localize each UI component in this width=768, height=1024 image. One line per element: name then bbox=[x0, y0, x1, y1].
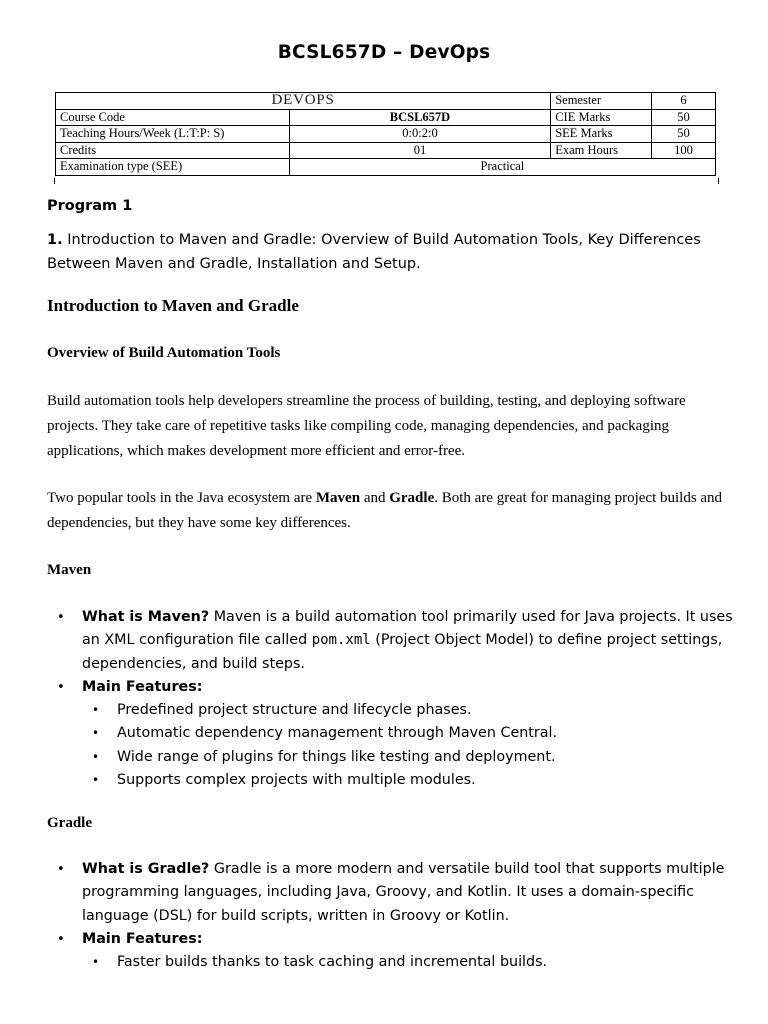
cie-marks-label: CIE Marks bbox=[551, 109, 652, 126]
exam-type-label: Examination type (SEE) bbox=[56, 159, 290, 176]
program-intro-text: Introduction to Maven and Gradle: Overview of Build Automation Tools, Key Differences Between Maven and Gradle, Installation and Setup. bbox=[47, 232, 701, 272]
pom-xml-code: pom.xml bbox=[311, 632, 371, 649]
gradle-bold: Gradle bbox=[389, 490, 435, 506]
program-heading: Program 1 bbox=[47, 198, 133, 214]
see-marks-value: 50 bbox=[652, 126, 716, 143]
table-row bbox=[56, 126, 716, 143]
credits-value: 01 bbox=[289, 142, 550, 159]
table-row bbox=[56, 109, 716, 126]
list-item bbox=[47, 676, 737, 792]
teaching-hours-value: 0:0:2:0 bbox=[289, 126, 550, 143]
section-heading: Introduction to Maven and Gradle bbox=[47, 296, 299, 315]
list-item: • Wide range of plugins for things like testing and deployment. bbox=[82, 746, 737, 769]
cie-marks-value: 50 bbox=[652, 109, 716, 126]
table-row bbox=[56, 142, 716, 159]
course-info-table bbox=[55, 92, 716, 176]
maven-bold: Maven bbox=[315, 490, 361, 506]
list-item: • Supports complex projects with multiple modules. bbox=[82, 769, 737, 792]
gradle-list bbox=[47, 858, 737, 974]
course-code-label: Course Code bbox=[56, 109, 290, 126]
section-subheading: Overview of Build Automation Tools bbox=[47, 345, 281, 361]
table-cutoff-edge bbox=[54, 178, 719, 184]
teaching-hours-label: Teaching Hours/Week (L:T:P: S) bbox=[56, 126, 290, 143]
see-marks-label: SEE Marks bbox=[551, 126, 652, 143]
paragraph-build-automation: Build automation tools help developers streamline the process of building, testing, and deploying software projects. They take care of repetitive tasks like compiling code, managing dependencies, and packaging applications, which makes development more efficient and error-free. bbox=[47, 393, 686, 459]
course-code-value: BCSL657D bbox=[289, 109, 550, 126]
table-row bbox=[56, 93, 716, 110]
maven-features-label: Main Features: bbox=[82, 678, 203, 695]
maven-list bbox=[47, 606, 737, 792]
course-title-cell: DEVOPS bbox=[56, 93, 551, 110]
gradle-features-list bbox=[82, 951, 737, 974]
list-item: • Faster builds thanks to task caching and incremental builds. bbox=[82, 951, 737, 974]
gradle-features-label: Main Features: bbox=[82, 930, 203, 947]
list-item: • Automatic dependency management through Maven Central. bbox=[82, 722, 737, 745]
maven-features-list bbox=[82, 699, 737, 792]
table-row bbox=[56, 159, 716, 176]
maven-what-label: What is Maven? bbox=[82, 609, 210, 625]
program-number: 1. bbox=[47, 232, 63, 248]
exam-type-value: Practical bbox=[289, 159, 715, 176]
list-item: • What is Maven? Maven is a build automation tool primarily used for Java projects. It uses an XML configuration file called pom.xml (Project Object Model) to define project settings, dependencies, and build steps. bbox=[47, 606, 737, 676]
gradle-heading: Gradle bbox=[47, 815, 92, 831]
credits-label: Credits bbox=[56, 142, 290, 159]
semester-value: 6 bbox=[652, 93, 716, 110]
list-item: • What is Gradle? Gradle is a more modern and versatile build tool that supports multiple programming languages, including Java, Groovy, and Kotlin. It uses a domain-specific language (DSL) for build scripts, written in Groovy or Kotlin. bbox=[47, 858, 737, 928]
program-intro bbox=[47, 228, 727, 276]
list-item bbox=[47, 928, 737, 975]
maven-heading: Maven bbox=[47, 562, 92, 578]
exam-hours-label: Exam Hours bbox=[551, 142, 652, 159]
gradle-what-label: What is Gradle? bbox=[82, 861, 210, 877]
semester-label: Semester bbox=[551, 93, 652, 110]
exam-hours-value: 100 bbox=[652, 142, 716, 159]
list-item: • Predefined project structure and lifecycle phases. bbox=[82, 699, 737, 722]
document-title: BCSL657D – DevOps bbox=[277, 42, 491, 63]
paragraph-popular-tools: Two popular tools in the Java ecosystem are Maven and Gradle. Both are great for managing project builds and dependencies, but they have some key differences. bbox=[47, 490, 723, 531]
